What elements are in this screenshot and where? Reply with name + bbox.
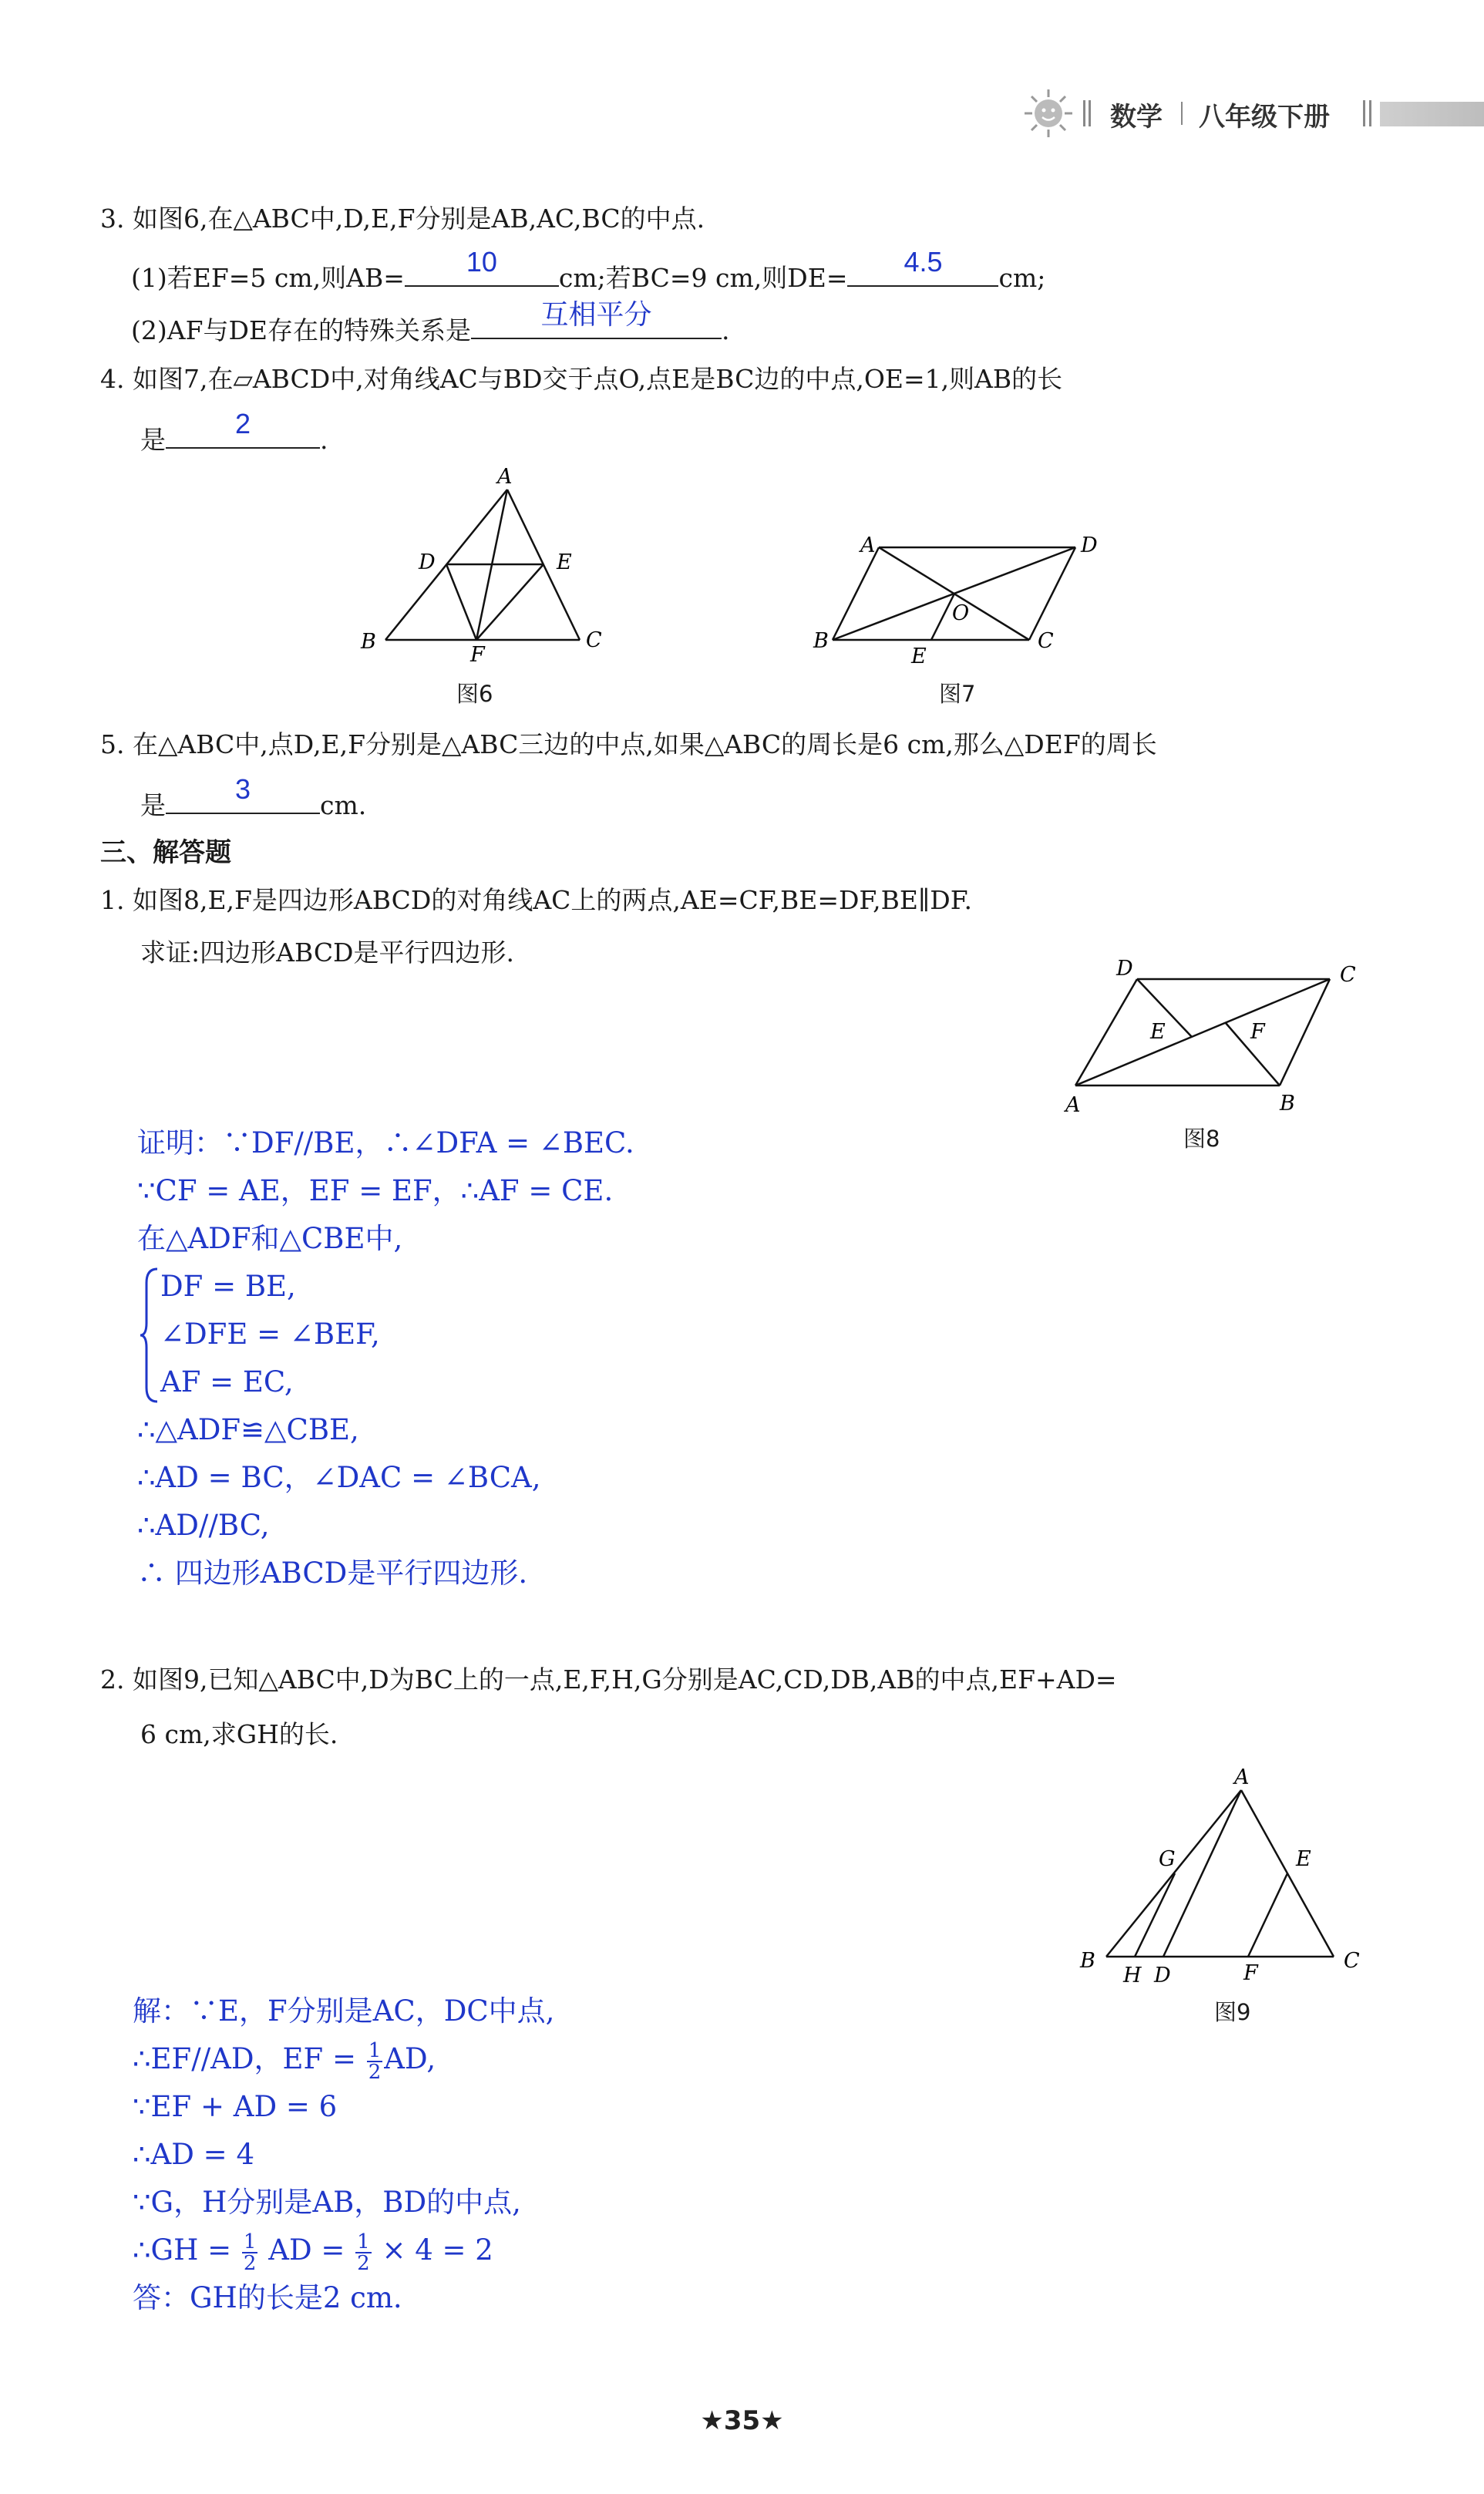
p2-sol-line-5: ∵G，H分别是AB，BD的中点, (133, 2186, 521, 2219)
brace-icon (139, 1267, 160, 1403)
header-divider (1363, 100, 1365, 126)
fig7-side-ba (833, 547, 879, 640)
fraction-half (242, 2232, 258, 2274)
sun-logo-icon (1021, 86, 1075, 140)
frac-num: 1 (243, 2230, 257, 2253)
fig7-label-e: E (911, 645, 927, 668)
p2-solution (133, 1987, 554, 2322)
fig7-caption: 图7 (939, 681, 976, 707)
figure-9 (1068, 1765, 1361, 1989)
q5-stem: 5. 在△ABC中,点D,E,F分别是△ABC三边的中点,如果△ABC的周长是6 cm,那么△DEF的周长 (100, 729, 1157, 759)
q3-part1-text-b: cm;若BC=9 cm,则DE= (558, 263, 848, 293)
figure-7 (809, 524, 1118, 671)
fig9-caption: 图9 (1214, 1999, 1251, 2025)
fig6-line-ef (476, 564, 543, 640)
fig6-label-a: A (497, 466, 513, 489)
fig6-label-e: E (557, 550, 572, 574)
header-grade: 八年级下册 (1199, 102, 1330, 133)
fig8-label-c: C (1340, 963, 1356, 987)
fig7-label-o: O (952, 601, 970, 625)
p1-sol-line: DF = BE, (160, 1270, 296, 1303)
fraction-half (367, 2038, 383, 2084)
fig8-label-e: E (1150, 1020, 1166, 1044)
fig8-side-ad (1075, 979, 1137, 1085)
q5-blank[interactable] (166, 773, 320, 814)
p1-stem: 1. 如图8,E,F是四边形ABCD的对角线AC上的两点,AE=CF,BE=DF,BE∥DF. (100, 885, 972, 915)
q4-stem: 4. 如图7,在▱ABCD中,对角线AC与BD交于点O,点E是BC边的中点,OE=1,则AB的长 (100, 364, 1063, 394)
p1-sol-line: 在△ADF和△CBE中, (137, 1222, 403, 1255)
q4-blank[interactable] (166, 408, 320, 449)
fig7-label-d: D (1081, 533, 1098, 557)
q3-blank-de[interactable] (847, 246, 998, 287)
header-divider (1089, 100, 1091, 126)
p2-sol-line-1: 解：∵E，F分别是AC，DC中点, (133, 1994, 555, 2028)
frac-den: 2 (243, 2251, 257, 2275)
fig9-side-ab (1106, 1790, 1241, 1957)
p2-stem: 2. 如图9,已知△ABC中,D为BC上的一点,E,F,H,G分别是AC,CD,DB,AB的中点,EF+AD= (100, 1664, 1117, 1695)
fig7-side-dc (1029, 547, 1075, 640)
q3-part1-text-a: (1)若EF=5 cm,则AB= (131, 263, 405, 293)
q5-line2-text-a: 是 (140, 790, 166, 820)
q3-part2 (131, 298, 730, 348)
p1-sol-line: ∴ 四边形ABCD是平行四边形. (137, 1557, 528, 1590)
p2-sol-6c: × 4 = 2 (382, 2233, 493, 2267)
p2-sol-line-6 (133, 2226, 554, 2274)
q3-part1-text-c: cm; (998, 263, 1046, 293)
fig9-label-c: C (1344, 1949, 1360, 1973)
fig6-label-c: C (586, 628, 602, 652)
q3-blank-relation[interactable] (471, 298, 722, 339)
fig6-label-f: F (470, 643, 485, 667)
fig6-caption: 图6 (456, 681, 493, 707)
fig9-label-h: H (1123, 1964, 1142, 1987)
fig9-label-f: F (1243, 1961, 1258, 1985)
p2-sol-line-2 (133, 2035, 554, 2083)
p1-prove: 求证:四边形ABCD是平行四边形. (140, 937, 515, 968)
page-number: ★35★ (700, 2405, 784, 2436)
fig8-caption: 图8 (1183, 1126, 1220, 1152)
fig7-label-c: C (1038, 629, 1054, 653)
p2-sol-2a: ∴EF//AD，EF = (133, 2042, 356, 2075)
header-divider (1083, 100, 1085, 126)
header-divider (1181, 102, 1183, 125)
fig7-label-b: B (813, 629, 829, 653)
q3-part2-text-b: . (722, 315, 730, 345)
q4-answer: 2 (234, 408, 251, 439)
figure-8 (1056, 952, 1380, 1122)
fig8-diag-ac (1075, 979, 1330, 1085)
p2-sol-line-4: ∴AD = 4 (133, 2138, 254, 2171)
fig8-side-cb (1280, 979, 1330, 1085)
fig8-label-a: A (1065, 1093, 1081, 1117)
q3-answer-de: 4.5 (904, 246, 943, 278)
q5-answer: 3 (234, 773, 251, 805)
p1-sol-line: ∵CF = AE，EF = EF，∴AF = CE. (137, 1174, 614, 1207)
p1-solution (137, 1119, 634, 1597)
q3-part1 (131, 246, 1046, 295)
fig9-line-ad (1163, 1790, 1241, 1957)
q4-line2 (140, 408, 328, 457)
p1-sol-line: 证明：∵DF//BE，∴∠DFA = ∠BEC. (137, 1126, 634, 1159)
frac-den: 2 (357, 2251, 370, 2275)
p1-sol-line: ∴AD//BC, (137, 1509, 270, 1542)
frac-den: 2 (368, 2060, 382, 2084)
page-header (1010, 85, 1484, 146)
q5-line2 (140, 773, 367, 823)
fig6-line-df (446, 564, 476, 640)
fig6-label-d: D (419, 550, 436, 574)
p1-sol-line: ∠DFE = ∠BEF, (160, 1318, 380, 1351)
frac-num: 1 (368, 2038, 382, 2062)
q4-line2-text-b: . (320, 425, 328, 455)
q5-line2-text-b: cm. (320, 790, 367, 820)
fraction-half (355, 2232, 372, 2274)
q3-answer-ab: 10 (466, 246, 497, 278)
p1-sol-line: AF = EC, (160, 1365, 294, 1398)
p2-sol-6b: AD = (268, 2233, 345, 2267)
section-title: 三、解答题 (100, 837, 231, 868)
frac-num: 1 (357, 2230, 370, 2253)
q3-answer-relation: 互相平分 (540, 298, 652, 330)
fig9-label-e: E (1296, 1847, 1311, 1871)
p2-stem2: 6 cm,求GH的长. (140, 1719, 338, 1749)
fig8-label-f: F (1250, 1020, 1265, 1044)
p2-sol-6a: ∴GH = (133, 2233, 232, 2267)
q4-line2-text-a: 是 (140, 425, 166, 455)
fig8-label-d: D (1116, 957, 1133, 981)
fig9-label-d: D (1154, 1964, 1171, 1987)
p1-sol-system (137, 1263, 634, 1406)
q3-stem: 3. 如图6,在△ABC中,D,E,F分别是AB,AC,BC的中点. (100, 204, 705, 234)
fig9-label-g: G (1159, 1847, 1176, 1871)
fig8-label-b: B (1280, 1092, 1295, 1116)
fig9-label-a: A (1234, 1765, 1250, 1789)
fig9-line-ef (1248, 1873, 1287, 1957)
q3-blank-ab[interactable] (405, 246, 559, 287)
p2-sol-line-3: ∵EF + AD = 6 (133, 2090, 338, 2123)
p2-sol-line-7: 答：GH的长是2 cm. (133, 2281, 402, 2314)
q3-part2-text-a: (2)AF与DE存在的特殊关系是 (131, 315, 472, 345)
header-divider (1369, 100, 1371, 126)
p1-sol-line: ∴AD = BC，∠DAC = ∠BCA, (137, 1461, 541, 1494)
fig7-label-a: A (860, 533, 876, 557)
p1-sol-line: ∴△ADF≌△CBE, (137, 1413, 359, 1446)
fig6-label-b: B (361, 630, 376, 654)
p2-sol-2b: AD, (384, 2042, 436, 2075)
header-gray-bar (1380, 102, 1484, 126)
header-subject: 数学 (1110, 102, 1163, 133)
figure-6 (355, 466, 617, 667)
fig9-label-b: B (1080, 1949, 1095, 1973)
